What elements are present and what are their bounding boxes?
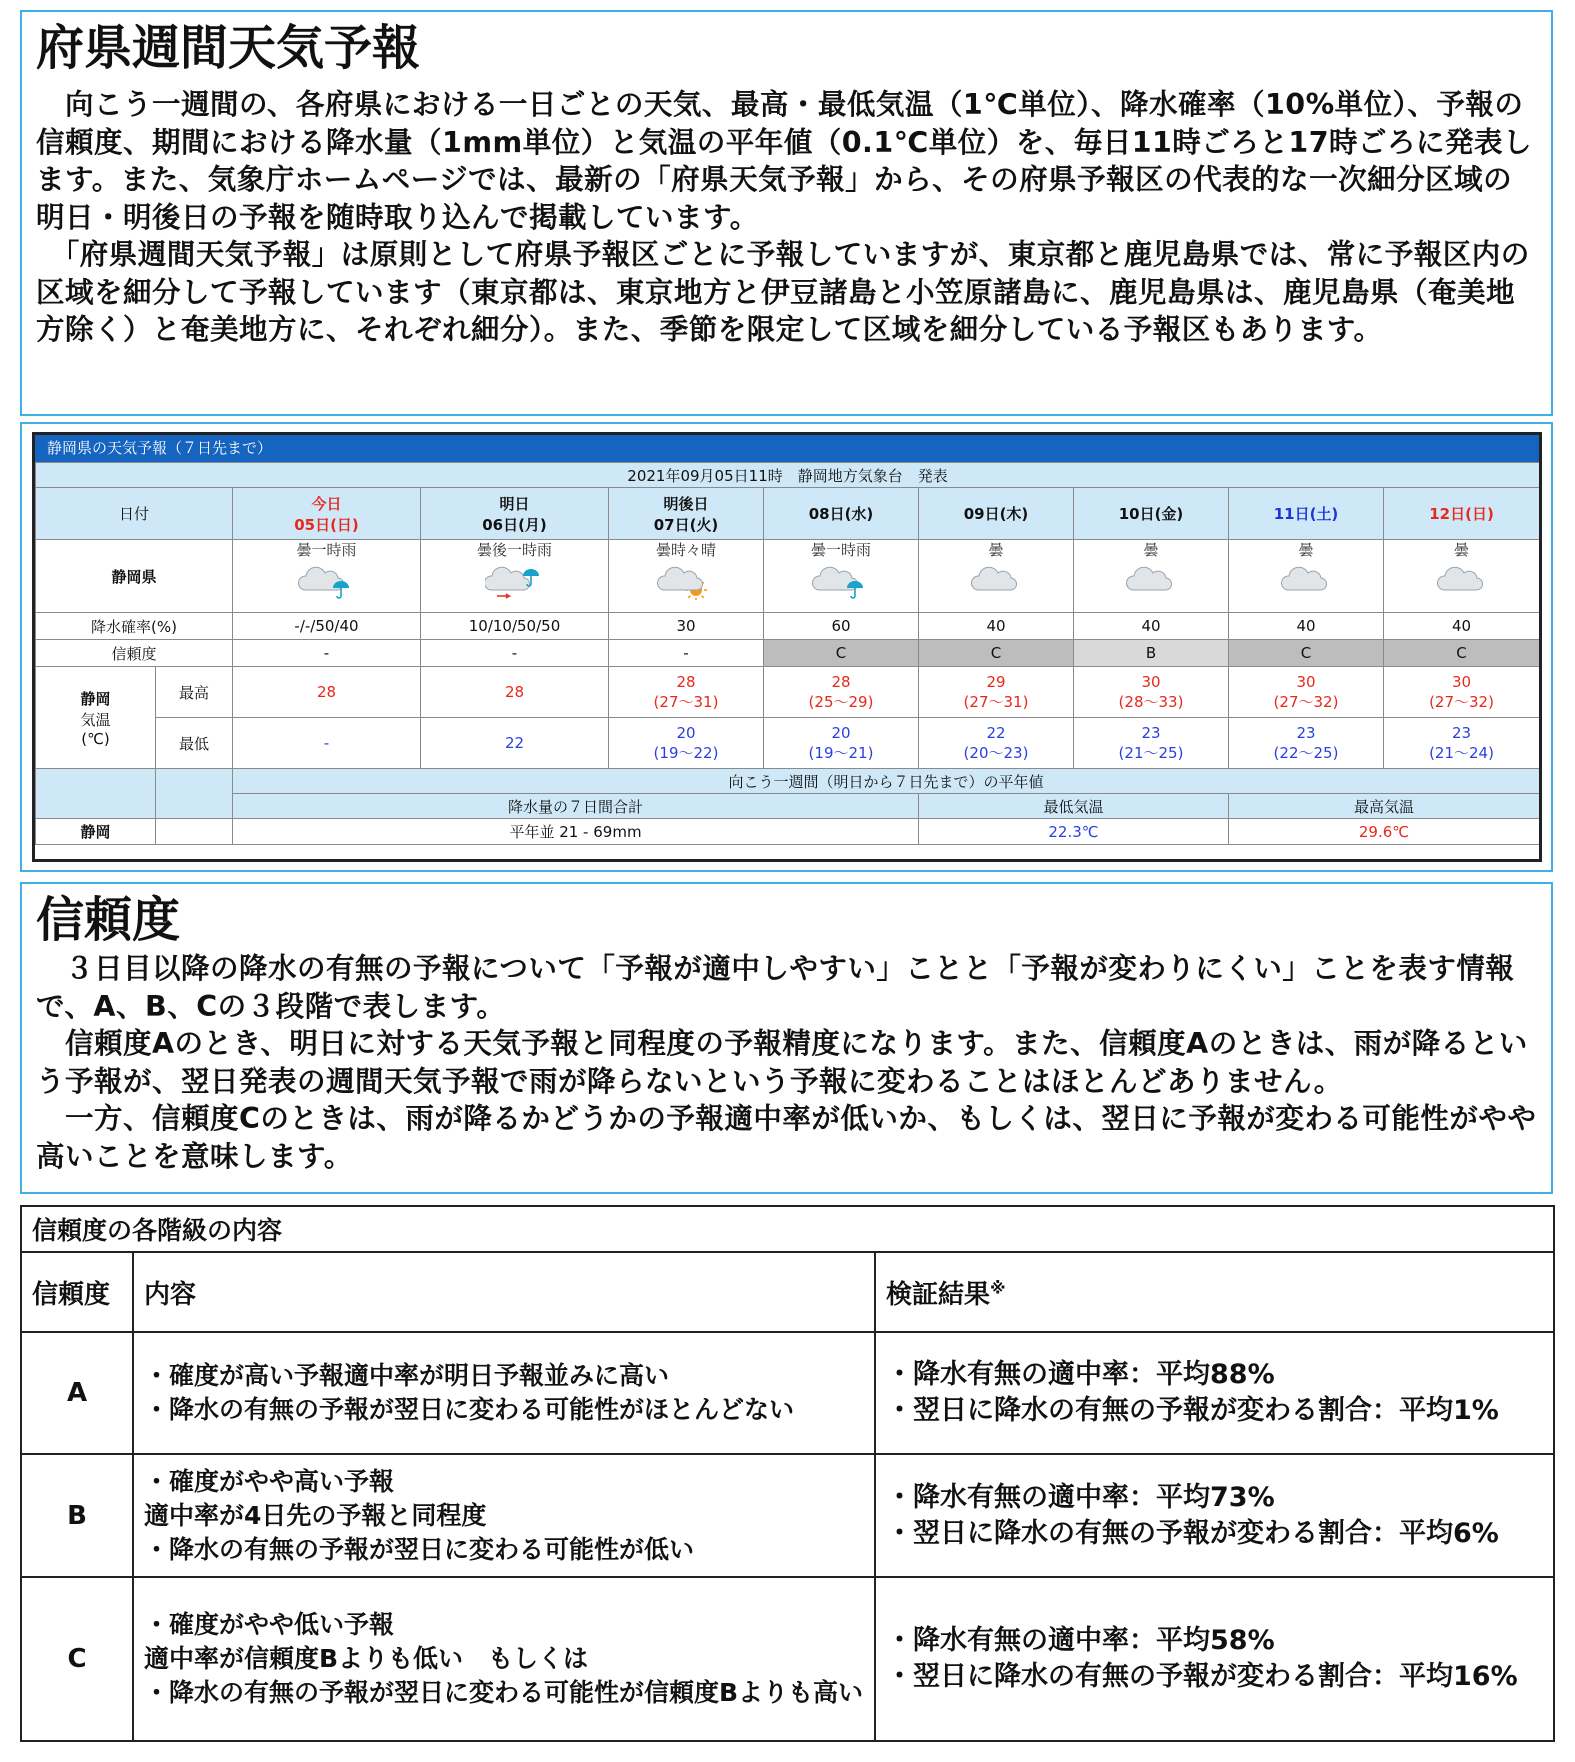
min-temp-cell — [764, 718, 919, 769]
cloud-icon — [1276, 566, 1336, 600]
grade-content-line: ・確度がやや高い予報 — [144, 1466, 395, 1496]
grade-head-result: 検証結果 — [886, 1279, 991, 1310]
min-temp: 22 — [986, 723, 1006, 742]
precip-value: 平年並 21 - 69mm — [233, 819, 919, 845]
grade-letter-text: A — [66, 1378, 88, 1409]
day-date: 09日(木) — [963, 505, 1029, 523]
normal-title: 向こう一週間（明日から７日先まで）の平年値 — [233, 769, 1540, 794]
min-temp: 23 — [1296, 723, 1316, 742]
grade-result-line: ・翌日に降水の有無の予報が変わる割合：平均6% — [886, 1517, 1499, 1549]
reliability-panel — [20, 882, 1553, 1194]
day-header — [233, 488, 421, 540]
issued-line: 2021年09月05日11時 静岡地方気象台 発表 — [36, 463, 1540, 488]
normal-blank-2 — [156, 769, 233, 819]
temp-area: 静岡 — [80, 689, 111, 708]
min-temp: 20 — [676, 723, 696, 742]
max-temp: 30 — [1296, 672, 1316, 691]
reliability-value: C — [1456, 644, 1467, 662]
cloud-icon — [1121, 566, 1181, 600]
day-relative-label: 明日 — [499, 494, 530, 513]
pop-value: 40 — [1451, 617, 1472, 635]
date-label: 日付 — [36, 488, 233, 540]
area-name: 静岡県 — [36, 540, 233, 613]
min-temp: 23 — [1451, 723, 1472, 742]
pop-value: 30 — [676, 617, 696, 635]
pop-cell — [919, 613, 1074, 640]
reliability-cell — [764, 640, 919, 667]
pop-value: 40 — [1141, 617, 1161, 635]
max-temp-cell — [919, 667, 1074, 718]
grade-result-line: ・降水有無の適中率：平均73% — [886, 1481, 1275, 1513]
day-date: 06日(月) — [482, 515, 547, 534]
cloud-rain-icon — [297, 566, 357, 600]
max-label: 最高 — [156, 667, 233, 718]
grade-content — [133, 1454, 875, 1576]
reliability-value: - — [511, 644, 518, 662]
grade-letter — [21, 1332, 133, 1454]
forecast-table-panel — [20, 422, 1553, 872]
reliability-grade-table — [20, 1205, 1555, 1742]
reliability-paragraph-2: 信頼度Aのとき、明日に対する天気予報と同程度の予報精度になります。また、信頼度Aのときは、雨が降るという予報が、翌日発表の週間天気予報で雨が降らないという予報に変わることはほとんどありません。 — [36, 1027, 1528, 1098]
normal-blank-1 — [36, 769, 156, 819]
max-temp-range: (27～32) — [1273, 692, 1339, 711]
weather-text: 曇 — [1454, 540, 1470, 559]
grade-result-line: ・翌日に降水の有無の予報が変わる割合：平均1% — [886, 1395, 1499, 1427]
grade-letter — [21, 1454, 133, 1576]
min-temp: 23 — [1141, 723, 1161, 742]
grade-content — [133, 1577, 875, 1741]
max-temp-cell — [1384, 667, 1540, 718]
weekly-description — [36, 86, 1537, 349]
weekly-title: 府県週間天気予報 — [36, 20, 421, 76]
forecast-grid — [35, 462, 1540, 845]
pop-value: 10/10/50/50 — [468, 617, 561, 635]
grade-head-content: 内容 — [133, 1252, 875, 1332]
max-temp-range: (25～29) — [808, 692, 874, 711]
reliability-cell — [1384, 640, 1540, 667]
reliability-cell — [1074, 640, 1229, 667]
day-header — [1384, 488, 1540, 540]
day-date: 10日(金) — [1118, 505, 1184, 523]
temp-area-cell — [36, 667, 156, 769]
max-temp-value: 29.6℃ — [1229, 819, 1540, 845]
max-temp-cell — [1229, 667, 1384, 718]
reliability-value: C — [835, 644, 847, 662]
day-date: 11日(土) — [1273, 505, 1339, 523]
day-date: 05日(日) — [294, 515, 359, 534]
forecast-header: 静岡県の天気予報（７日先まで） — [35, 435, 1539, 462]
grade-content-line: ・降水の有無の予報が翌日に変わる可能性が低い — [144, 1534, 695, 1564]
reliability-description — [36, 950, 1537, 1175]
grade-result-line: ・翌日に降水の有無の予報が変わる割合：平均16% — [886, 1660, 1518, 1692]
pop-cell — [233, 613, 421, 640]
weather-cell — [1229, 540, 1384, 613]
pop-label: 降水確率(%) — [36, 613, 233, 640]
day-relative-label: 今日 — [311, 494, 342, 513]
min-temp-cell — [421, 718, 609, 769]
min-label: 最低 — [156, 718, 233, 769]
day-date: 08日(水) — [808, 505, 874, 523]
reliability-cell — [919, 640, 1074, 667]
weather-text: 曇 — [988, 540, 1004, 559]
pop-value: 40 — [986, 617, 1006, 635]
day-date: 07日(火) — [653, 515, 719, 534]
min-temp-range: (19～21) — [808, 743, 874, 762]
reliability-value: - — [323, 644, 330, 662]
reliability-cell — [421, 640, 609, 667]
grade-letter-text: B — [67, 1500, 87, 1531]
reliability-value: - — [683, 644, 689, 662]
weather-cell — [233, 540, 421, 613]
day-header — [919, 488, 1074, 540]
reliability-paragraph-1: ３日目以降の降水の有無の予報について「予報が適中しやすい」ことと「予報が変わりにくい」ことを表す情報で、A、B、Cの３段階で表します。 — [36, 952, 1515, 1023]
max-temp-range: (27～32) — [1429, 692, 1494, 711]
grade-table-caption: 信頼度の各階級の内容 — [21, 1206, 1554, 1252]
pop-cell — [609, 613, 764, 640]
weather-text: 曇一時雨 — [810, 540, 871, 559]
grade-result-line: ・降水有無の適中率：平均58% — [886, 1624, 1275, 1656]
precip-label: 降水量の７日間合計 — [233, 794, 919, 819]
max-temp-cell — [609, 667, 764, 718]
max-temp-cell — [764, 667, 919, 718]
reliability-cell — [1229, 640, 1384, 667]
max-temp-cell — [233, 667, 421, 718]
temp-label: 気温 — [80, 710, 111, 729]
forecast-table — [32, 432, 1542, 862]
day-header — [1074, 488, 1229, 540]
grade-result — [875, 1332, 1554, 1454]
reliability-value: C — [990, 644, 1002, 662]
min-temp-label: 最低気温 — [919, 794, 1229, 819]
grade-content-line: 適中率が4日先の予報と同程度 — [144, 1500, 487, 1530]
min-temp: 20 — [831, 723, 851, 742]
max-temp: 29 — [986, 672, 1006, 691]
max-temp: 28 — [676, 672, 696, 691]
pop-value: 40 — [1296, 617, 1316, 635]
day-header — [421, 488, 609, 540]
pop-value: -/-/50/40 — [294, 617, 359, 635]
reliability-cell — [233, 640, 421, 667]
max-temp: 28 — [316, 683, 337, 701]
day-relative-label: 明後日 — [663, 494, 709, 513]
max-temp: 28 — [831, 672, 851, 691]
grade-content-line: ・降水の有無の予報が翌日に変わる可能性が信頼度Bよりも高い — [144, 1677, 864, 1707]
weather-cell — [421, 540, 609, 613]
pop-cell — [764, 613, 919, 640]
grade-head-grade: 信頼度 — [21, 1252, 133, 1332]
max-temp-range: (27～31) — [963, 692, 1029, 711]
weekly-paragraph-2: 「府県週間天気予報」は原則として府県予報区ごとに予報していますが、東京都と鹿児島県では、常に予報区内の区域を細分して予報しています（東京都は、東京地方と伊豆諸島と小笠原諸島に、鹿児島県は、鹿児島県（奄美地方除く）と奄美地方に、それぞれ細分）。また、季節を限定して区域を細分している予報区もあります。 — [36, 238, 1530, 346]
pop-value: 60 — [831, 617, 851, 635]
weather-cell — [919, 540, 1074, 613]
grade-content-line: ・降水の有無の予報が翌日に変わる可能性がほとんどない — [144, 1395, 795, 1425]
day-date: 12日(日) — [1429, 505, 1494, 523]
weather-cell — [764, 540, 919, 613]
min-temp: 22 — [504, 734, 525, 752]
pop-cell — [1074, 613, 1229, 640]
grade-content-line: 適中率が信頼度Bよりも低い もしくは — [144, 1643, 589, 1673]
reliability-title: 信頼度 — [36, 892, 181, 948]
reliability-label: 信頼度 — [36, 640, 233, 667]
grade-content — [133, 1332, 875, 1454]
max-temp-label: 最高気温 — [1229, 794, 1540, 819]
grade-content-line: ・確度が高い予報適中率が明日予報並みに高い — [144, 1361, 670, 1391]
temp-unit: (℃) — [81, 729, 110, 748]
cloud-then-rain-icon — [485, 566, 545, 600]
grade-letter — [21, 1577, 133, 1741]
reliability-value: C — [1300, 644, 1312, 662]
min-temp-cell — [1229, 718, 1384, 769]
max-temp-cell — [1074, 667, 1229, 718]
reliability-cell — [609, 640, 764, 667]
max-temp: 28 — [504, 683, 525, 701]
reliability-paragraph-3: 一方、信頼度Cのときは、雨が降るかどうかの予報適中率が低いか、もしくは、翌日に予報が変わる可能性がやや高いことを意味します。 — [36, 1102, 1537, 1173]
reliability-value: B — [1145, 644, 1157, 662]
station-blank — [156, 819, 233, 845]
day-header — [609, 488, 764, 540]
weather-cell — [1074, 540, 1229, 613]
min-temp-range: (20～23) — [963, 743, 1029, 762]
min-temp: - — [323, 734, 330, 752]
max-temp-range: (27～31) — [653, 692, 719, 711]
min-temp-cell — [233, 718, 421, 769]
weather-text: 曇後一時雨 — [476, 540, 552, 559]
pop-cell — [1384, 613, 1540, 640]
weekly-paragraph-1: 向こう一週間の、各府県における一日ごとの天気、最高・最低気温（1℃単位）、降水確率（10%単位）、予報の信頼度、期間における降水量（1mm単位）と気温の平年値（0.1℃単位）を、毎日11時ごろと17時ごろに発表します。また、気象庁ホームページでは、最新の「府県天気予報」から、その府県予報区の代表的な一次細分区域の明日・明後日の予報を随時取り込んで掲載しています。 — [36, 88, 1533, 234]
grade-head-result-cell — [875, 1252, 1554, 1332]
weather-text: 曇時々晴 — [655, 540, 716, 559]
min-temp-value: 22.3℃ — [919, 819, 1229, 845]
min-temp-cell — [1074, 718, 1229, 769]
cloud-rain-icon — [811, 566, 871, 600]
weekly-forecast-panel — [20, 10, 1553, 416]
min-temp-range: (21～25) — [1118, 743, 1184, 762]
grade-result — [875, 1577, 1554, 1741]
max-temp-range: (28～33) — [1118, 692, 1184, 711]
weather-text: 曇 — [1298, 540, 1314, 559]
station-name: 静岡 — [36, 819, 156, 845]
grade-result — [875, 1454, 1554, 1576]
grade-letter-text: C — [67, 1643, 87, 1674]
min-temp-range: (21～24) — [1429, 743, 1494, 762]
cloud-icon — [1432, 566, 1492, 600]
max-temp: 30 — [1451, 672, 1472, 691]
weather-cell — [1384, 540, 1540, 613]
min-temp-cell — [609, 718, 764, 769]
weather-text: 曇一時雨 — [296, 540, 357, 559]
grade-result-line: ・降水有無の適中率：平均88% — [886, 1359, 1275, 1391]
grade-content-line: ・確度がやや低い予報 — [144, 1609, 395, 1639]
max-temp-cell — [421, 667, 609, 718]
weather-text: 曇 — [1143, 540, 1159, 559]
min-temp-range: (22～25) — [1273, 743, 1339, 762]
weather-cell — [609, 540, 764, 613]
day-header — [1229, 488, 1384, 540]
cloud-sun-icon — [656, 566, 716, 600]
pop-cell — [1229, 613, 1384, 640]
min-temp-range: (19～22) — [653, 743, 719, 762]
cloud-icon — [966, 566, 1026, 600]
min-temp-cell — [919, 718, 1074, 769]
max-temp: 30 — [1141, 672, 1161, 691]
pop-cell — [421, 613, 609, 640]
min-temp-cell — [1384, 718, 1540, 769]
day-header — [764, 488, 919, 540]
result-note-mark: ※ — [990, 1277, 1006, 1297]
